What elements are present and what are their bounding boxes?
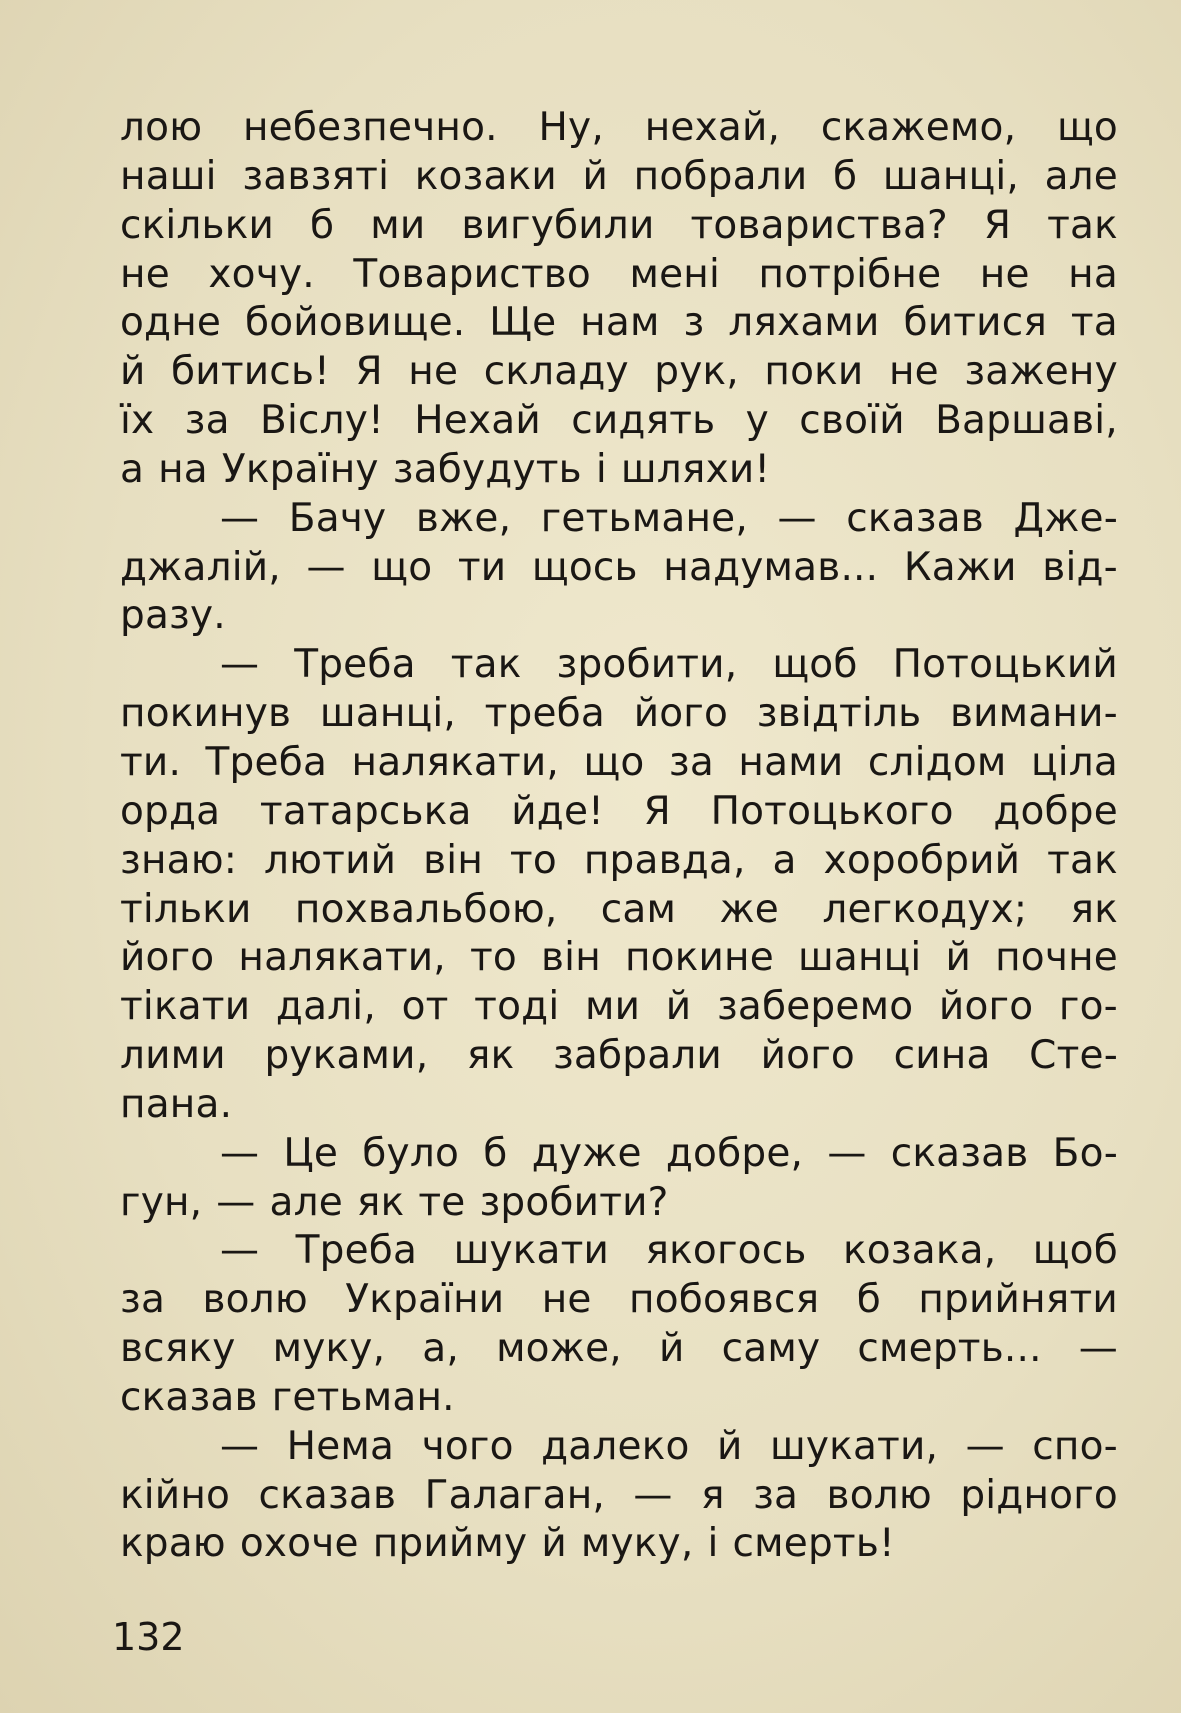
- word: не: [408, 349, 459, 395]
- word: я: [701, 1472, 725, 1518]
- word: легкодух;: [822, 886, 1028, 932]
- word: а: [120, 446, 145, 492]
- text-line: [120, 1472, 1118, 1521]
- word: —: [827, 1130, 867, 1176]
- word: як: [466, 1033, 515, 1079]
- word: кійно: [120, 1472, 231, 1518]
- text-line: [120, 1032, 1118, 1081]
- word: ми: [584, 984, 641, 1030]
- word: го-: [1058, 984, 1118, 1030]
- word: його: [938, 984, 1034, 1030]
- word: —: [220, 1423, 260, 1469]
- word: й: [120, 349, 146, 395]
- word: як: [356, 1179, 405, 1225]
- text-line: [120, 739, 1118, 788]
- word: що: [1056, 105, 1118, 150]
- word: й: [541, 1521, 567, 1567]
- word: краю: [120, 1521, 226, 1567]
- text-line: [120, 251, 1118, 300]
- word: Бо-: [1052, 1130, 1118, 1176]
- word: чого: [421, 1423, 514, 1469]
- word: а,: [422, 1326, 459, 1372]
- word: хочу.: [208, 251, 315, 297]
- word: гун,: [120, 1179, 203, 1225]
- word: йде!: [511, 788, 604, 834]
- text-line: [120, 934, 1118, 983]
- text-line: [120, 1276, 1118, 1325]
- word: вигубили: [461, 202, 655, 248]
- word: але: [269, 1179, 343, 1225]
- word: щось: [531, 544, 638, 590]
- word: шанці,: [882, 153, 1019, 199]
- word: далеко: [541, 1423, 690, 1469]
- word: бойовище.: [244, 300, 466, 346]
- word: своїй: [799, 398, 905, 444]
- text-line: [120, 1374, 1118, 1423]
- word: хоробрий: [823, 837, 1021, 883]
- word: не: [888, 349, 939, 395]
- word: товариства?: [690, 202, 948, 248]
- word: козака,: [842, 1228, 997, 1274]
- word: Товариство: [353, 251, 591, 297]
- word: рідного: [960, 1472, 1118, 1518]
- word: мені: [629, 251, 721, 297]
- word: —: [220, 1228, 260, 1274]
- text-line: [120, 153, 1118, 202]
- word: Кажи: [903, 544, 1017, 590]
- word: й: [582, 153, 609, 199]
- word: —: [306, 544, 346, 590]
- word: щоб: [772, 642, 858, 688]
- word: за: [753, 1472, 799, 1518]
- word: щоб: [1032, 1228, 1118, 1274]
- word: у: [745, 398, 769, 444]
- word: не: [541, 1277, 592, 1323]
- word: він: [541, 935, 601, 981]
- word: руками,: [264, 1033, 429, 1079]
- word: Треба: [295, 1228, 418, 1274]
- word: тільки: [120, 886, 252, 932]
- word: б: [833, 153, 858, 199]
- word: шанці: [797, 935, 922, 981]
- word: Галаган,: [424, 1472, 606, 1518]
- word: б: [310, 202, 335, 248]
- word: вимани-: [949, 691, 1118, 737]
- word: Треба: [294, 642, 416, 688]
- text-line: [120, 1227, 1118, 1276]
- word: сам: [600, 886, 677, 932]
- word: лютий: [264, 837, 397, 883]
- word: не: [120, 251, 170, 297]
- text-line: [120, 299, 1118, 348]
- text-line: [120, 983, 1118, 1032]
- word: то: [469, 935, 517, 981]
- word: не: [979, 251, 1030, 297]
- word: з: [683, 300, 705, 346]
- word: ти.: [120, 739, 182, 785]
- word: забудуть: [392, 446, 582, 492]
- word: Віслу!: [260, 398, 384, 444]
- word: його: [633, 691, 729, 737]
- word: сказав: [258, 1472, 397, 1518]
- word: Варшаві,: [935, 398, 1118, 444]
- text-line: [120, 1520, 1118, 1569]
- word: сказав: [846, 495, 984, 541]
- word: нехай,: [644, 105, 781, 150]
- word: що: [583, 739, 645, 785]
- word: їх: [120, 398, 155, 444]
- word: від-: [1042, 544, 1118, 590]
- word: Потоцький: [892, 642, 1118, 688]
- word: сказав: [120, 1374, 258, 1420]
- word: звідтіль: [756, 691, 922, 737]
- word: так: [450, 642, 522, 688]
- word: ляхами: [728, 300, 880, 346]
- word: —: [220, 495, 260, 541]
- word: так: [1047, 837, 1118, 883]
- word: його: [760, 1033, 855, 1079]
- word: ціла: [1030, 739, 1118, 785]
- text-line: [120, 788, 1118, 837]
- word: добре,: [665, 1130, 804, 1176]
- word: що: [371, 544, 433, 590]
- word: покинув: [120, 691, 292, 737]
- word: дуже: [531, 1130, 642, 1176]
- word: саму: [721, 1326, 821, 1372]
- word: Бачу: [288, 495, 387, 541]
- word: зробити,: [556, 642, 738, 688]
- word: він: [423, 837, 484, 883]
- text-line: [120, 690, 1118, 739]
- word: сказав: [890, 1130, 1029, 1176]
- word: Я: [643, 788, 671, 834]
- word: —: [965, 1423, 1005, 1469]
- word: небезпечно.: [242, 105, 498, 150]
- word: —: [220, 1130, 260, 1176]
- text-line: [120, 348, 1118, 397]
- text-line: [120, 837, 1118, 886]
- word: за: [120, 1277, 166, 1323]
- word: сидять: [571, 398, 716, 444]
- word: Ще: [489, 300, 557, 346]
- text-line: [120, 1423, 1118, 1472]
- word: скажемо,: [820, 105, 1017, 150]
- word: нами: [738, 739, 844, 785]
- word: орда: [120, 788, 221, 834]
- word: й: [717, 1423, 743, 1469]
- word: почне: [995, 935, 1118, 981]
- word: разу.: [120, 593, 226, 639]
- word: шукати,: [770, 1423, 939, 1469]
- word: б: [856, 1277, 881, 1323]
- word: та: [1070, 300, 1118, 346]
- word: —: [633, 1472, 673, 1518]
- text-line: [120, 495, 1118, 544]
- word: зажену: [964, 349, 1118, 395]
- word: ти: [457, 544, 507, 590]
- word: лою: [120, 105, 203, 150]
- word: складу: [483, 349, 629, 395]
- word: якогось: [645, 1228, 807, 1274]
- word: і: [707, 1521, 719, 1567]
- word: гетьмане,: [540, 495, 748, 541]
- body-text: [120, 104, 1118, 1569]
- word: треба: [484, 691, 606, 737]
- word: шанці,: [319, 691, 456, 737]
- word: прийму: [372, 1521, 528, 1567]
- word: же: [719, 886, 779, 932]
- word: й: [658, 1326, 685, 1372]
- word: вже,: [415, 495, 512, 541]
- word: але: [1044, 153, 1118, 199]
- word: б: [483, 1130, 508, 1176]
- word: завзяті: [242, 153, 390, 199]
- text-line: [120, 641, 1118, 690]
- word: й: [665, 984, 692, 1030]
- word: скільки: [120, 202, 275, 248]
- word: знаю:: [120, 837, 238, 883]
- text-line: [120, 544, 1118, 593]
- word: —: [777, 495, 817, 541]
- word: волю: [826, 1472, 932, 1518]
- word: може,: [496, 1326, 622, 1372]
- word: шляхи!: [620, 446, 771, 492]
- text-line: [120, 1081, 1118, 1130]
- word: гетьман.: [271, 1374, 455, 1420]
- text-line: [120, 1325, 1118, 1374]
- text-line: [120, 446, 1118, 495]
- word: ми: [370, 202, 426, 248]
- word: то: [509, 837, 557, 883]
- word: сина: [893, 1033, 991, 1079]
- word: муку,: [580, 1521, 694, 1567]
- text-line: [120, 592, 1118, 641]
- text-line: [120, 202, 1118, 251]
- word: тоді: [474, 984, 560, 1030]
- word: пана.: [120, 1081, 233, 1127]
- word: всяку: [120, 1326, 236, 1372]
- word: охоче: [239, 1521, 359, 1567]
- text-line: [120, 397, 1118, 446]
- word: козаки: [414, 153, 557, 199]
- word: волю: [202, 1277, 308, 1323]
- word: лими: [120, 1033, 226, 1079]
- text-line: [120, 1179, 1118, 1228]
- word: Треба: [205, 739, 328, 785]
- word: покине: [624, 935, 774, 981]
- word: і: [595, 446, 607, 492]
- word: налякати,: [238, 935, 446, 981]
- word: налякати,: [351, 739, 560, 785]
- word: Дже-: [1013, 495, 1118, 541]
- word: зробити?: [479, 1179, 669, 1225]
- word: так: [1047, 202, 1118, 248]
- page-number: 132: [112, 1615, 185, 1659]
- word: як: [1070, 886, 1118, 932]
- word: побрали: [633, 153, 808, 199]
- word: Потоцького: [710, 788, 954, 834]
- word: його: [120, 935, 215, 981]
- word: за: [668, 739, 714, 785]
- word: Я: [355, 349, 383, 395]
- word: Україну: [221, 446, 379, 492]
- word: добре: [993, 788, 1118, 834]
- word: слідом: [867, 739, 1007, 785]
- word: потрібне: [758, 251, 942, 297]
- word: України: [345, 1277, 505, 1323]
- word: Це: [283, 1130, 339, 1176]
- word: побоявся: [629, 1277, 820, 1323]
- word: джалій,: [120, 544, 281, 590]
- word: одне: [120, 300, 222, 346]
- word: от: [401, 984, 449, 1030]
- word: татарська: [259, 788, 472, 834]
- word: надумав...: [663, 544, 879, 590]
- word: а: [772, 837, 797, 883]
- word: Ну,: [538, 105, 604, 150]
- word: похвальбою,: [294, 886, 558, 932]
- word: забрали: [552, 1033, 722, 1079]
- word: —: [1078, 1326, 1118, 1372]
- word: було: [362, 1130, 460, 1176]
- word: на: [158, 446, 208, 492]
- word: Нема: [286, 1423, 395, 1469]
- word: наші: [120, 153, 217, 199]
- word: —: [220, 642, 260, 688]
- word: поки: [764, 349, 864, 395]
- word: смерть...: [857, 1326, 1042, 1372]
- word: Нехай: [414, 398, 541, 444]
- word: далі,: [275, 984, 376, 1030]
- word: тікати: [120, 984, 251, 1030]
- word: смерть!: [732, 1521, 895, 1567]
- word: прийняти: [918, 1277, 1118, 1323]
- word: Я: [983, 202, 1012, 248]
- word: те: [418, 1179, 466, 1225]
- word: за: [184, 398, 230, 444]
- word: рук,: [654, 349, 739, 395]
- word: Сте-: [1029, 1033, 1118, 1079]
- word: спо-: [1032, 1423, 1118, 1469]
- word: шукати: [453, 1228, 610, 1274]
- word: й: [945, 935, 972, 981]
- text-line: [120, 104, 1118, 153]
- word: заберемо: [716, 984, 914, 1030]
- word: нам: [580, 300, 660, 346]
- word: битися: [903, 300, 1048, 346]
- word: на: [1068, 251, 1118, 297]
- word: —: [216, 1179, 256, 1225]
- word: муку,: [272, 1326, 386, 1372]
- text-line: [120, 1130, 1118, 1179]
- word: битись!: [171, 349, 330, 395]
- text-line: [120, 886, 1118, 935]
- word: правда,: [583, 837, 746, 883]
